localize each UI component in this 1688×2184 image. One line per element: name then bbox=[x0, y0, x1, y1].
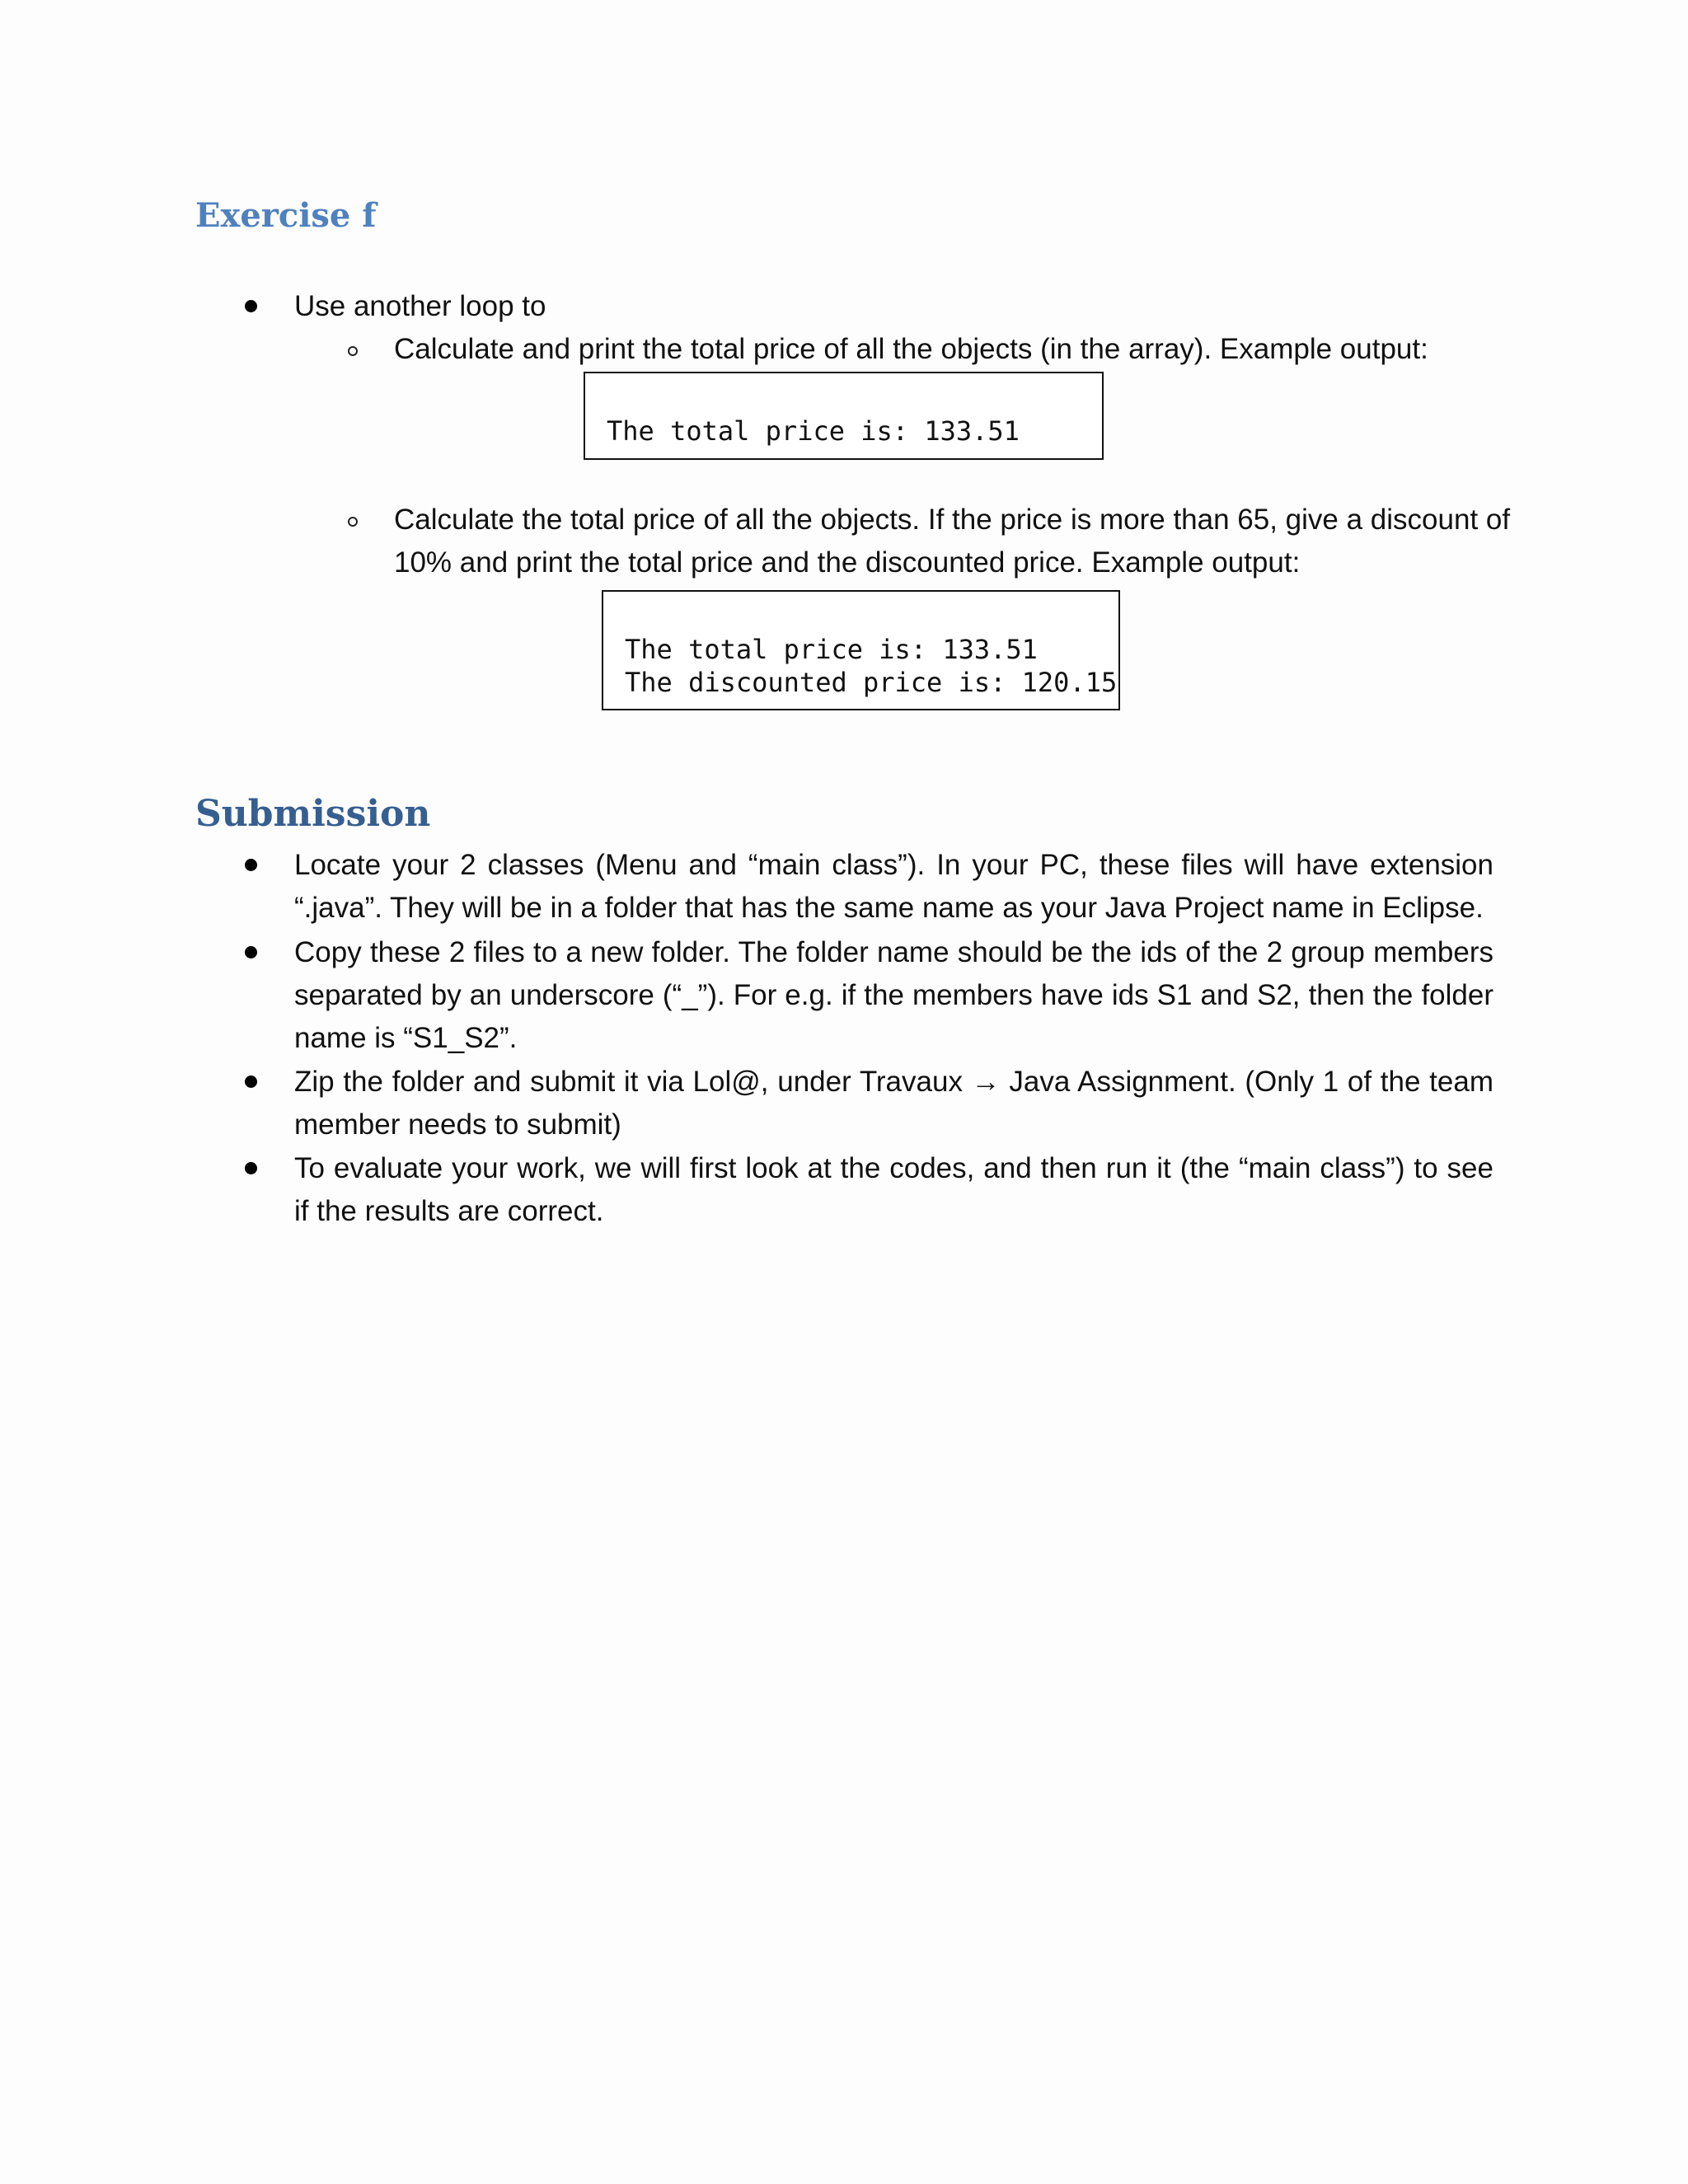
bullet-icon bbox=[245, 1076, 257, 1088]
submission-item: Copy these 2 files to a new folder. The folder name should be the ids of the 2 group members separated by an underscore (“_”). For e.g. if the members have ids S1 and S2, then the folder name is “S1_S2”. bbox=[294, 936, 1493, 1054]
bullet-icon bbox=[245, 946, 257, 958]
output-line: The discounted price is: 120.15 bbox=[625, 667, 1118, 698]
sub-bullet-icon bbox=[348, 517, 358, 527]
submission-heading: Submission bbox=[195, 793, 431, 835]
submission-item: Zip the folder and submit it via Lol@, under Travaux → Java Assignment. (Only 1 of the team member needs to submit) bbox=[294, 1066, 1493, 1141]
task-1-text: Calculate and print the total price of all the objects (in the array). Example output: bbox=[394, 333, 1428, 365]
exercise-intro: Use another loop to bbox=[294, 290, 546, 322]
submission-item: Locate your 2 classes (Menu and “main class”). In your PC, these files will have extension “.java”. They will be in a folder that has the same name as your Java Project name in Eclipse. bbox=[294, 849, 1493, 924]
submission-item: To evaluate your work, we will first look at the codes, and then run it (the “main class”) to see if the results are correct. bbox=[294, 1152, 1493, 1227]
example-output-box-1 bbox=[584, 372, 1104, 460]
task-2-text-line2: 10% and print the total price and the discounted price. Example output: bbox=[394, 546, 1301, 579]
sub-bullet-icon bbox=[348, 346, 358, 356]
task-2-text-line1: Calculate the total price of all the objects. If the price is more than 65, give a discount of bbox=[394, 504, 1511, 536]
exercise-heading: Exercise f bbox=[195, 196, 377, 235]
output-line: The total price is: 133.51 bbox=[625, 634, 1038, 665]
example-output-box-2 bbox=[602, 590, 1120, 710]
bullet-icon bbox=[245, 859, 257, 871]
output-line: The total price is: 133.51 bbox=[607, 415, 1020, 447]
bullet-icon bbox=[245, 300, 257, 312]
bullet-icon bbox=[245, 1162, 257, 1174]
